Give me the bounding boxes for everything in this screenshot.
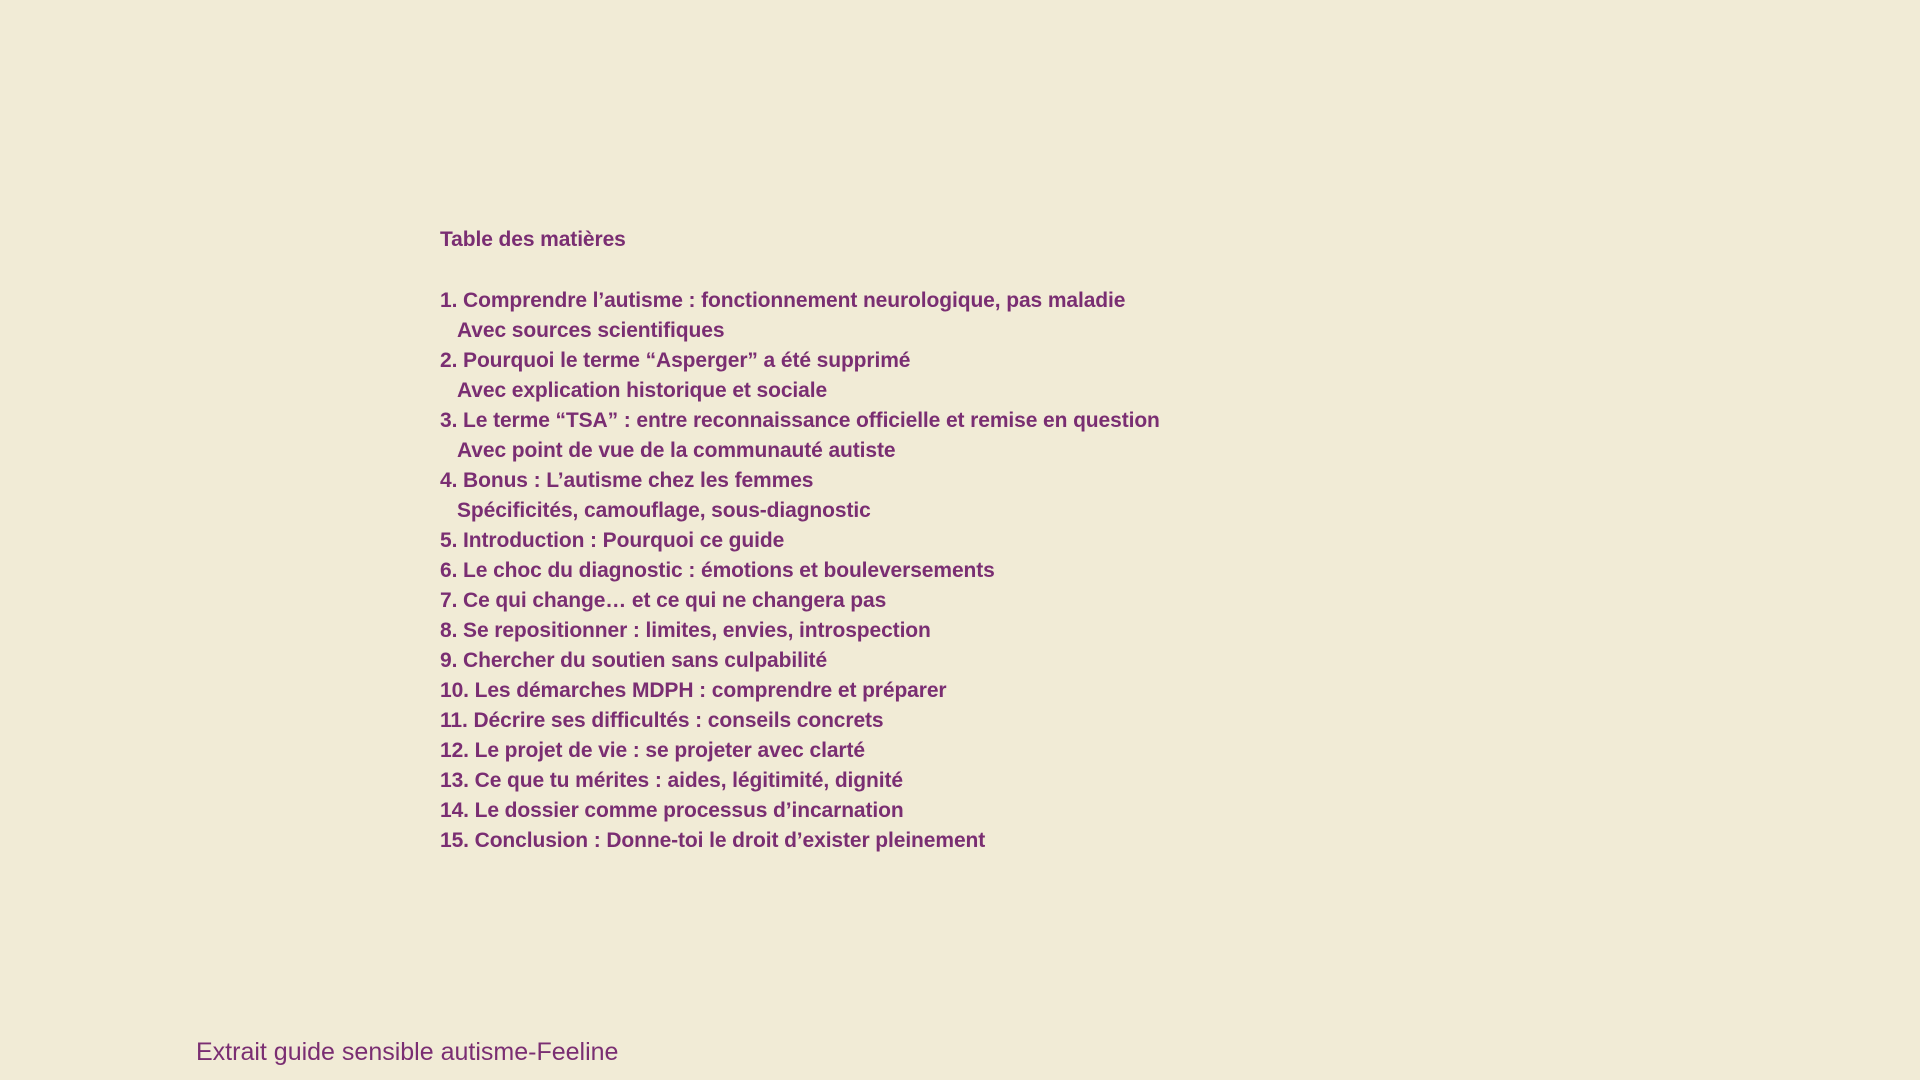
toc-entry [440, 826, 1740, 856]
toc-entry-label: 13. Ce que tu mérites : aides, légitimité, dignité [440, 769, 903, 792]
toc-entry [440, 766, 1740, 796]
toc-entry [440, 586, 1740, 616]
toc-entry [440, 676, 1740, 706]
toc-entry [440, 556, 1740, 586]
toc-entry-label: 10. Les démarches MDPH : comprendre et préparer [440, 679, 947, 702]
toc-entry-label: 3. Le terme “TSA” : entre reconnaissance officielle et remise en question [440, 409, 1160, 432]
toc-entry-label: 7. Ce qui change… et ce qui ne changera pas [440, 589, 887, 612]
toc-entry [440, 526, 1740, 556]
toc-entry-label: 1. Comprendre l’autisme : fonctionnement neurologique, pas maladie [440, 289, 1126, 312]
toc-entry-label: 15. Conclusion : Donne-toi le droit d’exister pleinement [440, 829, 986, 852]
toc-entry-label: 8. Se repositionner : limites, envies, introspection [440, 619, 931, 642]
table-of-contents [440, 226, 1740, 856]
toc-entry [440, 466, 1740, 526]
toc-entry [440, 646, 1740, 676]
toc-entry-subtitle: Avec point de vue de la communauté autiste [457, 439, 896, 462]
toc-entry-subtitle: Spécificités, camouflage, sous-diagnostic [457, 499, 871, 522]
toc-entry-subtitle: Avec explication historique et sociale [457, 379, 828, 402]
toc-entry [440, 346, 1740, 406]
toc-entry-label: 6. Le choc du diagnostic : émotions et bouleversements [440, 559, 995, 582]
toc-entry-label: 2. Pourquoi le terme “Asperger” a été supprimé [440, 349, 911, 372]
toc-entry [440, 406, 1740, 466]
toc-entry-label: 9. Chercher du soutien sans culpabilité [440, 649, 828, 672]
toc-entry-label: 12. Le projet de vie : se projeter avec clarté [440, 739, 865, 762]
toc-entry-subtitle: Avec sources scientifiques [457, 319, 725, 342]
toc-entry [440, 616, 1740, 646]
toc-entry-label: 4. Bonus : L’autisme chez les femmes [440, 469, 814, 492]
toc-entry-label: 11. Décrire ses difficultés : conseils concrets [440, 709, 884, 732]
toc-entry [440, 736, 1740, 766]
toc-entry [440, 796, 1740, 826]
toc-entry [440, 286, 1740, 346]
toc-list [440, 286, 1740, 856]
toc-entry-label: 5. Introduction : Pourquoi ce guide [440, 529, 785, 552]
toc-entry-label: 14. Le dossier comme processus d’incarnation [440, 799, 904, 822]
footer-caption: Extrait guide sensible autisme-Feeline [196, 1038, 619, 1066]
toc-entry [440, 706, 1740, 736]
toc-title: Table des matières [440, 228, 626, 251]
